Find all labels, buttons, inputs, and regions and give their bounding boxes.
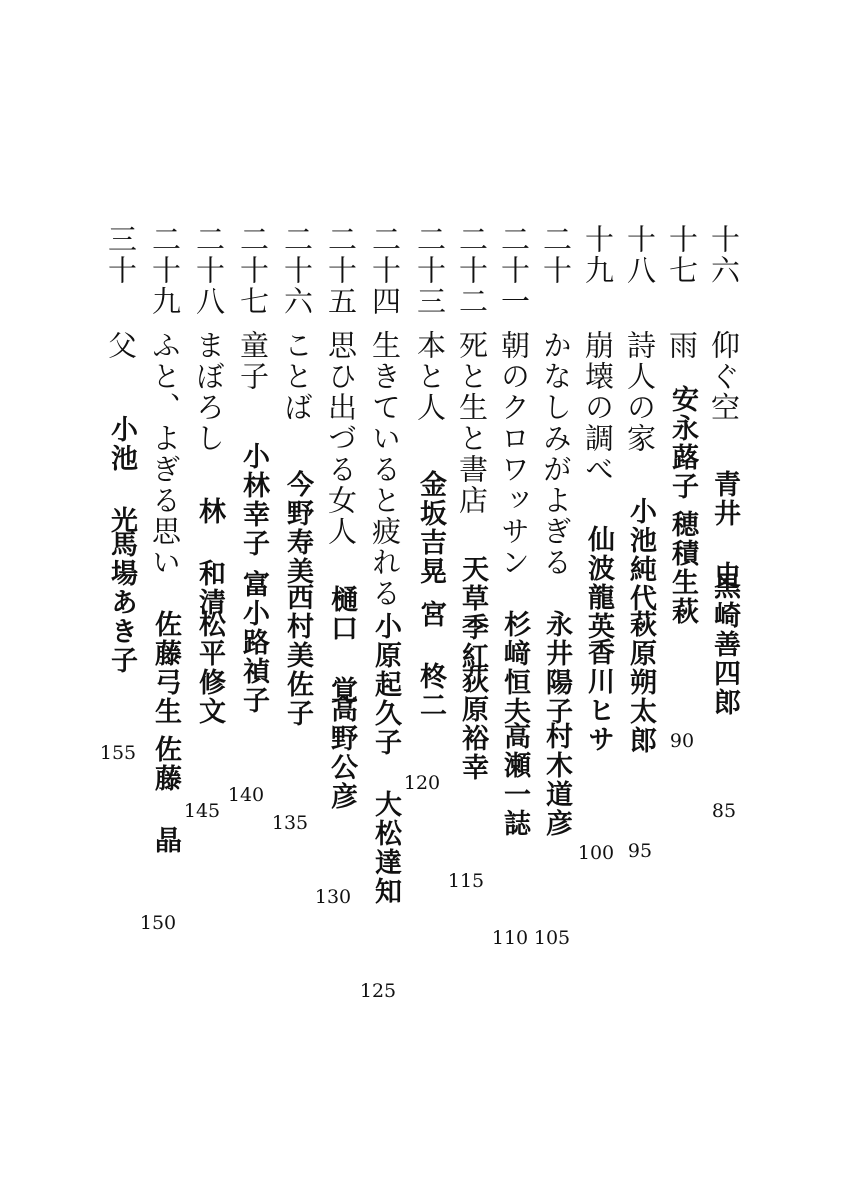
toc-entry	[318, 0, 364, 1198]
entry-number: 二十五	[324, 224, 358, 317]
entry-page: 125	[359, 980, 397, 1002]
toc-entry	[449, 0, 495, 1198]
entry-page: 120	[403, 772, 441, 794]
toc-entry	[362, 0, 408, 1198]
entry-author-2: 香川ヒサ	[583, 638, 614, 754]
entry-author-1: 樋口 覚	[326, 585, 357, 705]
entry-author-1: 杉﨑恒夫	[499, 610, 530, 726]
entry-author-1: 林 和清	[194, 497, 225, 617]
entry-author-2: 荻原裕幸	[457, 666, 488, 782]
entry-author-2: 村木道彦	[541, 722, 572, 838]
entry-author-1: 金坂吉晃	[415, 470, 446, 586]
entry-page: 105	[533, 927, 571, 949]
entry-author-2: 高瀬一誌	[499, 722, 530, 838]
entry-title: 生きていると疲れる	[368, 330, 402, 609]
toc-entry	[230, 0, 276, 1198]
entry-title: 本と人	[413, 330, 447, 423]
entry-number: 二十七	[236, 224, 270, 317]
entry-page: 155	[99, 742, 137, 764]
entry-author-1: 小池 光	[106, 415, 137, 535]
entry-author-1: 永井陽子	[541, 610, 572, 726]
entry-number: 二十六	[280, 224, 314, 317]
entry-author-1: 小林幸子	[238, 442, 269, 558]
entry-author-1: 仙波龍英	[583, 525, 614, 641]
entry-title: 崩壊の調べ	[581, 330, 615, 485]
entry-author-1: 小池純代	[625, 497, 656, 613]
entry-number: 二十二	[455, 224, 489, 317]
toc-entry	[186, 0, 232, 1198]
entry-author-1: 天草季紅	[457, 555, 488, 671]
entry-page: 145	[183, 800, 221, 822]
entry-author-1: 小原起久子	[370, 612, 401, 757]
entry-page: 130	[314, 886, 352, 908]
entry-number: 二十四	[368, 224, 402, 317]
entry-title: 朝のクロワッサン	[497, 330, 531, 578]
entry-page: 85	[711, 800, 737, 822]
entry-author-2: 佐藤 晶	[150, 735, 181, 855]
toc-entry	[533, 0, 579, 1198]
entry-number: 十七	[665, 224, 699, 286]
entry-author-2: 富小路禎子	[238, 570, 269, 715]
entry-title: ことば	[280, 330, 314, 423]
entry-author-2: 高野公彦	[326, 695, 357, 811]
entry-author-2: 西村美佐子	[282, 583, 313, 728]
entry-title: 父	[104, 330, 138, 361]
entry-author-2: 萩原朔太郎	[625, 610, 656, 755]
entry-page: 150	[139, 912, 177, 934]
entry-number: 二十	[539, 224, 573, 286]
toc-entry	[701, 0, 747, 1198]
entry-author-2: 馬場あき子	[106, 530, 137, 675]
entry-title: ふと、よぎる思い	[148, 330, 182, 578]
entry-page: 110	[491, 927, 529, 949]
entry-number: 十六	[707, 224, 741, 286]
entry-page: 140	[227, 784, 265, 806]
toc-entry	[274, 0, 320, 1198]
entry-page: 95	[627, 840, 653, 862]
entry-author-1: 青井 史	[709, 470, 740, 590]
toc-entry	[407, 0, 453, 1198]
entry-page: 135	[271, 812, 309, 834]
entry-author-1: 佐藤弓生	[150, 610, 181, 726]
entry-author-2: 宮 柊二	[415, 600, 446, 720]
entry-page: 100	[577, 842, 615, 864]
entry-number: 二十三	[413, 224, 447, 317]
entry-title: 詩人の家	[623, 330, 657, 454]
entry-author-2: 穂積生萩	[667, 510, 698, 626]
toc-entry	[491, 0, 537, 1198]
entry-author-2: 黒崎善四郎	[709, 572, 740, 717]
entry-author-2: 大松達知	[370, 790, 401, 906]
entry-number: 十九	[581, 224, 615, 286]
entry-number: 十八	[623, 224, 657, 286]
toc-entry	[575, 0, 621, 1198]
entry-author-2: 松平修文	[194, 610, 225, 726]
toc-entry	[659, 0, 705, 1198]
entry-page: 90	[669, 730, 695, 752]
entry-author-1: 安永蕗子	[667, 385, 698, 501]
entry-number: 二十九	[148, 224, 182, 317]
entry-page: 115	[447, 870, 485, 892]
entry-number: 二十八	[192, 224, 226, 317]
toc-entry	[98, 0, 144, 1198]
entry-title: 死と生と書店	[455, 330, 489, 516]
entry-number: 三十	[104, 224, 138, 286]
entry-title: まぼろし	[192, 330, 226, 454]
entry-author-1: 今野寿美	[282, 470, 313, 586]
entry-title: 思ひ出づる女人	[324, 330, 358, 547]
entry-title: 仰ぐ空	[707, 330, 741, 423]
toc-entry	[142, 0, 188, 1198]
entry-number: 二十一	[497, 224, 531, 317]
toc-entry	[617, 0, 663, 1198]
entry-title: 雨	[665, 330, 699, 361]
entry-title: 童子	[236, 330, 270, 392]
entry-title: かなしみがよぎる	[539, 330, 573, 578]
